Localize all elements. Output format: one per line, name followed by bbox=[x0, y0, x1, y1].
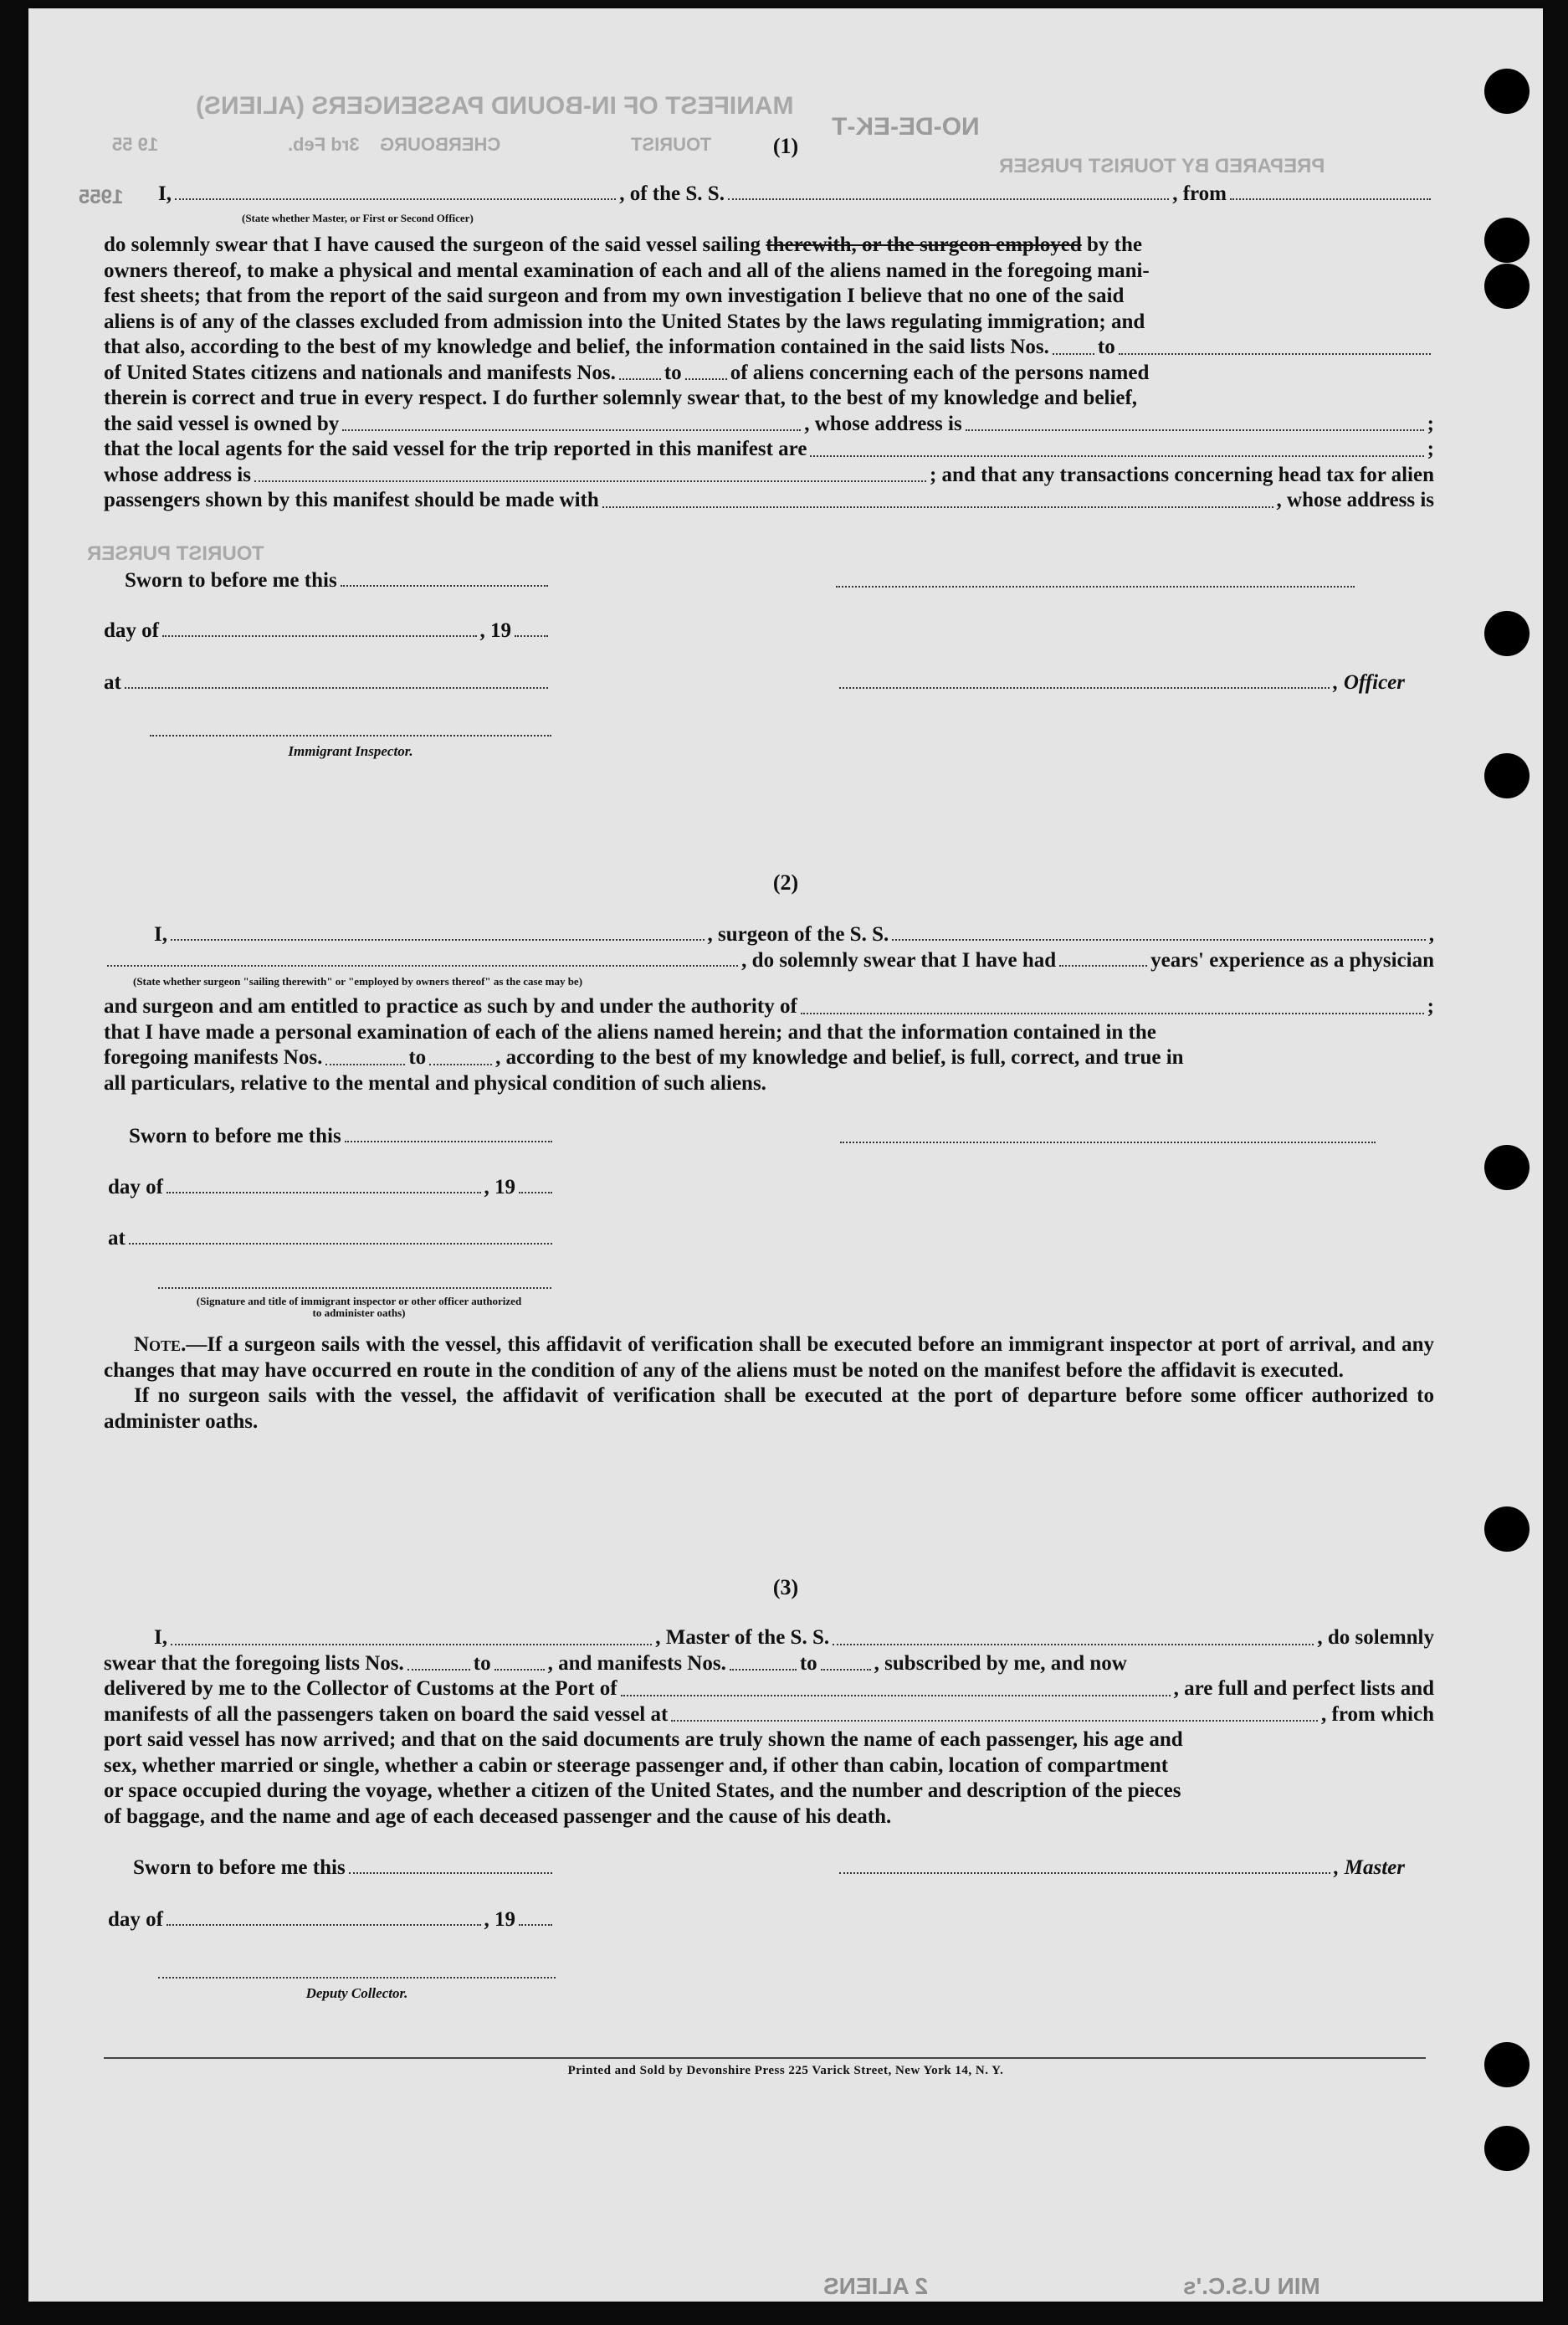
document-page bbox=[28, 8, 1543, 2302]
section-1-oath bbox=[104, 233, 1434, 514]
ghost-class: TOURIST bbox=[631, 134, 712, 155]
s1-inspector-label: Immigrant Inspector. bbox=[288, 743, 413, 759]
section-1-header-line bbox=[158, 182, 1434, 206]
s2-line1: I, , surgeon of the S. S. , bbox=[154, 923, 1435, 946]
s1-i: I, bbox=[158, 182, 172, 205]
s3-l6: sex, whether married or single, whether a cabin or steerage passenger and, if other than cabin, location of compartment bbox=[104, 1753, 1169, 1777]
s1-from-field bbox=[1230, 198, 1431, 200]
s3-sworn-line: Sworn to before me this bbox=[133, 1856, 556, 1880]
s2-l6: all particulars, relative to the mental and physical condition of such aliens. bbox=[104, 1071, 766, 1095]
s1-p3: fest sheets; that from the report of the said surgeon and from my own investigation I believe that no one of the said bbox=[104, 285, 1125, 307]
s2-note1: Note.—If a surgeon sails with the vessel, this affidavit of verification shall be executed before an immigrant inspector at port of arrival, and any changes that may have occurred en route in the condition of any of the aliens must be noted on the manifest before the affidavit is executed. bbox=[104, 1333, 1434, 1382]
punch-hole bbox=[1484, 753, 1530, 798]
s3-master-line bbox=[836, 1856, 1405, 1880]
s2-signature-line bbox=[840, 1142, 1376, 1143]
section-2-number: (2) bbox=[772, 870, 799, 895]
s2-sworn-line: Sworn to before me this bbox=[129, 1125, 556, 1148]
s1-side-year: 1955 bbox=[79, 186, 124, 208]
ghost-date: 3rd Feb. bbox=[288, 134, 360, 155]
s1-p11: passengers shown by this manifest should be made with , whose address is bbox=[104, 489, 1434, 511]
s2-note2: If no surgeon sails with the vessel, the affidavit of verification shall be executed at the port of departure before some officer authorized to administer oaths. bbox=[104, 1384, 1434, 1433]
s2-day-line: day of , 19 bbox=[108, 1176, 556, 1199]
ghost-bottom-aliens: 2 ALIENS bbox=[823, 2273, 928, 2299]
s3-l4: manifests of all the passengers taken on board the said vessel at , from which bbox=[104, 1702, 1434, 1726]
s1-p9: that the local agents for the said vessel for the trip reported in this manifest are ; bbox=[104, 438, 1434, 460]
ghost-bottom-usc: MIN U.S.C.'s bbox=[1183, 2273, 1320, 2299]
s3-deputy-label: Deputy Collector. bbox=[305, 1985, 408, 2001]
s3-l5: port said vessel has now arrived; and that on the said documents are truly shown the name of each passenger, his age and bbox=[104, 1728, 1183, 1751]
s1-at-line: at bbox=[104, 671, 551, 695]
punch-hole bbox=[1484, 264, 1530, 309]
s1-day-line: day of , 19 bbox=[104, 619, 551, 643]
s1-officer-label: , Officer bbox=[1333, 671, 1405, 694]
s3-l2: swear that the foregoing lists Nos. to , and manifests Nos. to , subscribed by me, and now bbox=[104, 1651, 1127, 1675]
s3-day-line: day of , 19 bbox=[108, 1908, 556, 1932]
s1-p2: owners thereof, to make a physical and mental examination of each and all of the aliens named in the foregoing mani- bbox=[104, 259, 1150, 282]
s1-p4: aliens is of any of the classes excluded from admission into the United States by the laws regulating immigration; and bbox=[104, 310, 1145, 333]
s3-l3: delivered by me to the Collector of Customs at the Port of , are full and perfect lists and bbox=[104, 1677, 1434, 1700]
ghost-officer: TOURIST PURSER bbox=[87, 542, 264, 565]
ghost-manifest-title: MANIFEST OF IN-BOUND PASSENGERS (ALIENS) bbox=[196, 92, 794, 120]
s3-deputy-line bbox=[158, 1977, 556, 1979]
section-3-oath bbox=[104, 1625, 1434, 1830]
s1-master-note: (State whether Master, or First or Second Officer) bbox=[242, 212, 474, 224]
s1-inspector-line bbox=[150, 735, 551, 737]
s1-ss-label: , of the S. S. bbox=[619, 182, 725, 205]
footer-rule bbox=[104, 2057, 1426, 2059]
footer-printer: Printed and Sold by Devonshire Press 225 Varick Street, New York 14, N. Y. bbox=[567, 2064, 1004, 2077]
s2-l3: and surgeon and am entitled to practice as such by and under the authority of ; bbox=[104, 995, 1434, 1018]
punch-hole bbox=[1484, 69, 1530, 114]
s3-l7: or space occupied during the voyage, whether a citizen of the United States, and the number and description of the pieces bbox=[104, 1779, 1181, 1802]
punch-hole bbox=[1484, 1506, 1530, 1552]
s2-surgeon-note: (State whether surgeon "sailing therewith" or "employed by owners thereof" as the case may be) bbox=[133, 975, 583, 988]
punch-hole bbox=[1484, 611, 1530, 656]
s3-l1: I, , Master of the S. S. , do solemnly bbox=[154, 1626, 1435, 1649]
s2-note bbox=[104, 1332, 1434, 1435]
s1-p8: the said vessel is owned by , whose address is ; bbox=[104, 412, 1434, 435]
s2-l5: foregoing manifests Nos. to , according to the best of my knowledge and belief, is full, correct, and true in bbox=[104, 1046, 1184, 1069]
s1-officer-line bbox=[836, 671, 1405, 695]
ghost-list-no: NO-DE-EK-T bbox=[832, 113, 980, 141]
section-1-number: (1) bbox=[772, 134, 799, 158]
s1-p5: that also, according to the best of my knowledge and belief, the information contained in the said lists Nos. to bbox=[104, 335, 1434, 361]
s2-l4: that I have made a personal examination of each of the aliens named herein; and that the information contained in the bbox=[104, 1020, 1156, 1044]
s1-p1: do solemnly swear that I have caused the surgeon of the said vessel sailing therewith, or the surgeon employed by the bbox=[104, 234, 1142, 256]
ghost-port: CHERBOURG bbox=[380, 134, 501, 155]
s1-signature-line bbox=[836, 586, 1355, 588]
ghost-year: 19 55 bbox=[112, 134, 159, 155]
section-2-oath bbox=[104, 994, 1434, 1096]
s1-from-label: , from bbox=[1172, 182, 1227, 205]
punch-hole bbox=[1484, 2126, 1530, 2171]
section-3-number: (3) bbox=[772, 1575, 799, 1599]
s2-sig-note: (Signature and title of immigrant inspector or other officer authorized to administer oaths) bbox=[196, 1295, 522, 1319]
s1-p7: therein is correct and true in every respect. I do further solemnly swear that, to the best of my knowledge and belief, bbox=[104, 387, 1138, 409]
s1-p6: of United States citizens and nationals and manifests Nos. to of aliens concerning each of the persons named bbox=[104, 361, 1150, 384]
s1-sworn-line: Sworn to before me this bbox=[125, 569, 551, 593]
s3-l8: of baggage, and the name and age of each deceased passenger and the cause of his death. bbox=[104, 1804, 892, 1828]
punch-hole bbox=[1484, 1145, 1530, 1190]
s3-master-label: , Master bbox=[1334, 1856, 1405, 1879]
s1-p10: whose address is ; and that any transactions concerning head tax for alien bbox=[104, 463, 1434, 486]
s2-line2: , do solemnly swear that I have had years' experience as a physician bbox=[104, 949, 1434, 973]
punch-hole bbox=[1484, 218, 1530, 263]
ghost-prepared: PREPARED BY TOURIST PURSER bbox=[999, 155, 1325, 177]
s2-sig-line bbox=[158, 1287, 551, 1289]
s1-ship-field bbox=[728, 198, 1169, 200]
s2-at-line: at bbox=[108, 1227, 556, 1250]
s1-master-field bbox=[175, 198, 616, 200]
